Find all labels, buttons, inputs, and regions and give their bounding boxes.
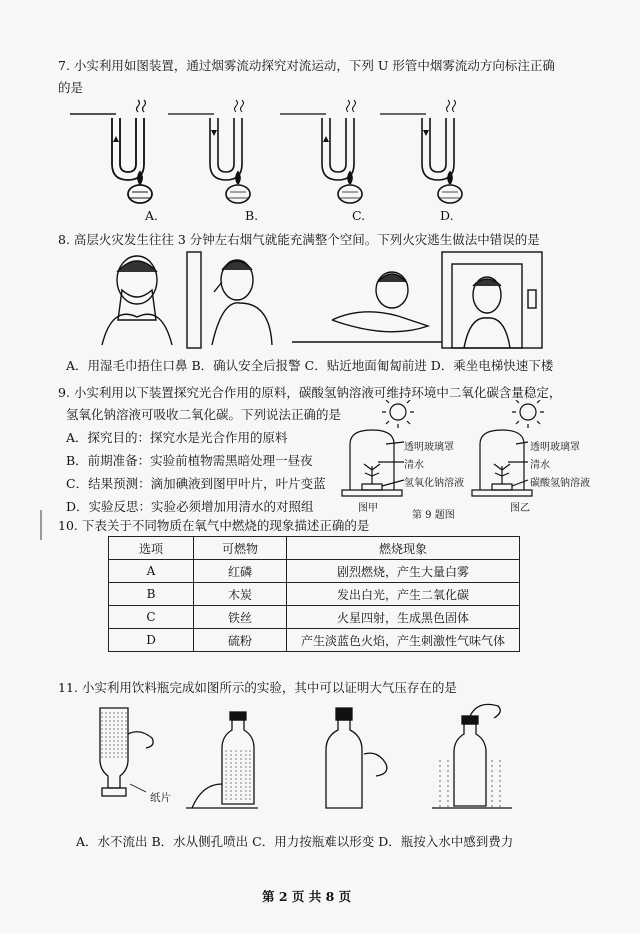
- q9-bell-jar-figures: [338, 400, 598, 510]
- table-cell: 产生淡蓝色火焰，产生刺激性气味气体: [287, 629, 520, 652]
- q9-yi-label-3: 碳酸氢钠溶液: [530, 478, 590, 489]
- q8-options: A．用湿毛巾捂住口鼻 B．确认安全后报警 C．贴近地面匍匐前进 D．乘坐电梯快速下楼: [66, 358, 554, 373]
- q9-figure-caption: 第 9 题图: [412, 510, 455, 521]
- header-option: 选项: [109, 537, 194, 560]
- q11-paper-label: 纸片: [150, 792, 171, 804]
- header-phenomenon: 燃烧现象: [287, 537, 520, 560]
- q9-stem-line2: 氢氧化钠溶液可吸收二氧化碳。下列说法正确的是: [66, 407, 342, 422]
- q7-stem-line2: 的是: [58, 80, 84, 95]
- table-row: [109, 560, 520, 583]
- q9-yi-label-2: 清水: [530, 460, 550, 471]
- q9-option-d: D．实验反思：实验必须增加用清水的对照组: [66, 499, 314, 514]
- table-cell: 火星四射，生成黑色固体: [287, 606, 520, 629]
- table-cell: C: [109, 606, 194, 629]
- q7-label-a: A.: [145, 208, 159, 223]
- q10-stem: 10. 下表关于不同物质在氧气中燃烧的现象描述正确的是: [58, 518, 370, 533]
- q7-u-tube-figures: [60, 96, 480, 226]
- table-row: [109, 629, 520, 652]
- table-cell: A: [109, 560, 194, 583]
- q9-option-a: A．探究目的：探究水是光合作用的原料: [66, 430, 288, 445]
- q7-label-b: B.: [245, 208, 259, 223]
- table-cell: 剧烈燃烧，产生大量白雾: [287, 560, 520, 583]
- q9-stem-line1: 9. 小实利用以下装置探究光合作用的原料，碳酸氢钠溶液可维持环境中二氧化碳含量稳定，: [58, 385, 562, 400]
- table-cell: 红磷: [194, 560, 287, 583]
- q7-label-d: D.: [440, 208, 454, 223]
- q9-caption-yi: 图乙: [510, 503, 530, 514]
- q7-stem-line1: 7. 小实利用如图装置，通过烟雾流动探究对流运动，下列 U 形管中烟雾流动方向标注正确: [58, 58, 555, 73]
- q11-options: A．水不流出 B．水从侧孔喷出 C．用力按瓶难以形变 D．瓶按入水中感到费力: [76, 834, 514, 849]
- table-header-row: [109, 537, 520, 560]
- page-footer: 第 2 页 共 8 页: [262, 889, 352, 904]
- table-cell: 发出白光，产生二氧化碳: [287, 583, 520, 606]
- table-row: [109, 606, 520, 629]
- q8-escape-figures: [92, 250, 552, 350]
- q9-yi-label-1: 透明玻璃罩: [530, 442, 580, 453]
- q9-option-c: C．结果预测：滴加碘液到图甲叶片，叶片变蓝: [66, 476, 326, 491]
- table-cell: D: [109, 629, 194, 652]
- table-cell: 木炭: [194, 583, 287, 606]
- header-combustible: 可燃物: [194, 537, 287, 560]
- q9-jia-label-3: 氢氧化钠溶液: [404, 478, 464, 489]
- q8-stem: 8. 高层火灾发生往往 3 分钟左右烟气就能充满整个空间。下列火灾逃生做法中错误的是: [58, 232, 540, 247]
- table-cell: 硫粉: [194, 629, 287, 652]
- q9-jia-label-1: 透明玻璃罩: [404, 442, 454, 453]
- table-cell: B: [109, 583, 194, 606]
- table-row: [109, 583, 520, 606]
- q9-option-b: B．前期准备：实验前植物需黑暗处理一昼夜: [66, 453, 313, 468]
- table-cell: 铁丝: [194, 606, 287, 629]
- q7-label-c: C.: [352, 208, 366, 223]
- q10-combustion-table: [108, 536, 520, 652]
- q9-caption-jia: 图甲: [358, 503, 378, 514]
- q9-jia-label-2: 清水: [404, 460, 424, 471]
- q11-stem: 11. 小实利用饮料瓶完成如图所示的实验，其中可以证明大气压存在的是: [58, 680, 457, 695]
- margin-mark: [40, 510, 42, 540]
